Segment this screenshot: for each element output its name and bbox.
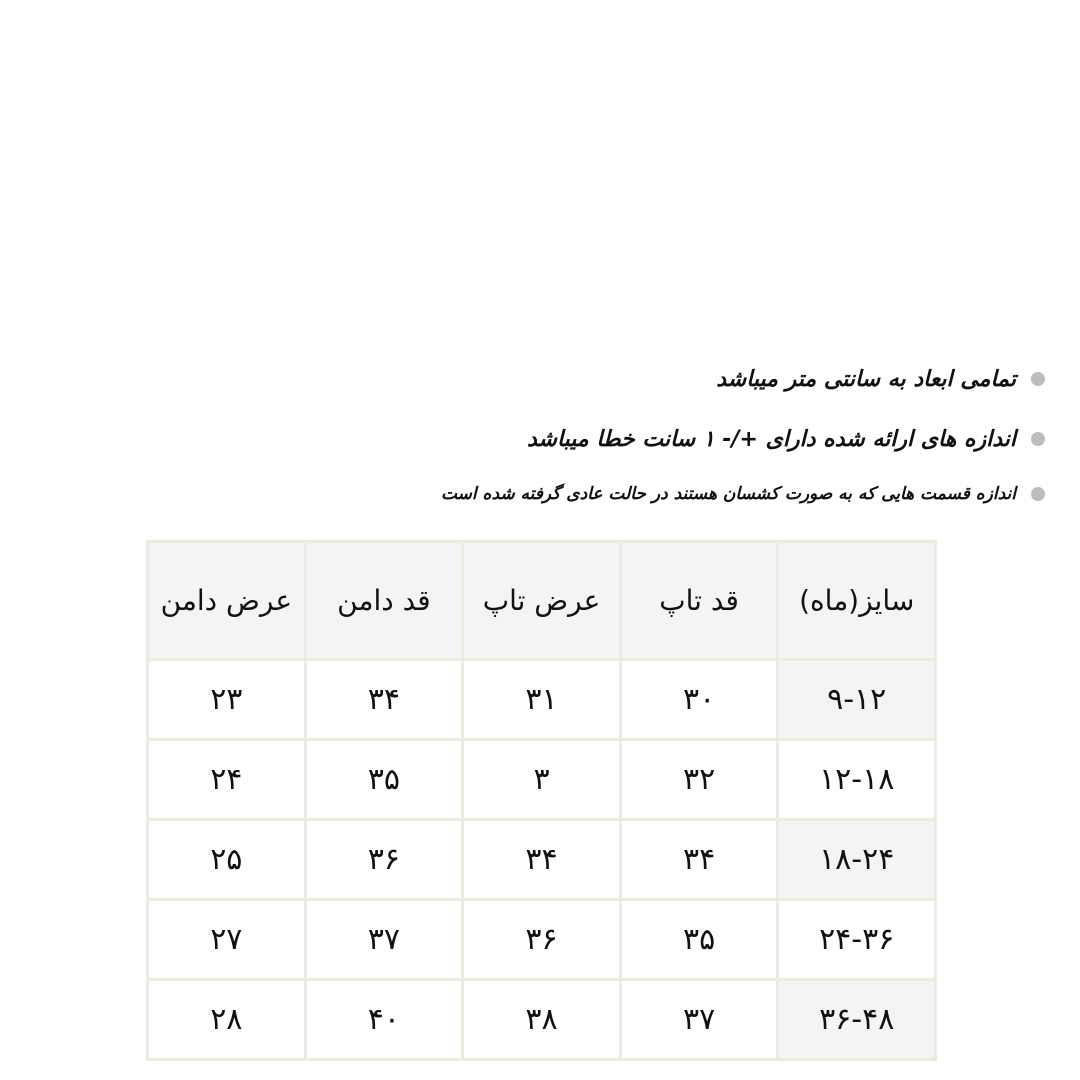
skirt-width-cell: ۲۴ — [148, 740, 306, 820]
notes-list — [420, 355, 1050, 504]
table-row — [148, 980, 936, 1060]
skirt-width-cell: ۲۸ — [148, 980, 306, 1060]
bullet-dot-icon — [1031, 487, 1045, 501]
skirt-width-cell: ۲۳ — [148, 660, 306, 740]
table-row — [148, 900, 936, 980]
bullet-dot-icon — [1031, 432, 1045, 446]
size-cell: ۹-۱۲ — [778, 660, 936, 740]
table-row — [148, 740, 936, 820]
note-text: اندازه های ارائه شده دارای +/- ۱ سانت خطا میباشد — [526, 426, 1016, 452]
skirt-length-cell: ۴۰ — [305, 980, 463, 1060]
note-item — [420, 355, 1050, 403]
top-width-cell: ۳ — [463, 740, 621, 820]
note-item — [420, 415, 1050, 463]
skirt-width-cell: ۲۷ — [148, 900, 306, 980]
size-cell: ۱۲-۱۸ — [778, 740, 936, 820]
top-length-cell: ۳۵ — [620, 900, 778, 980]
size-cell: ۳۶-۴۸ — [778, 980, 936, 1060]
header-top-width: عرض تاپ — [463, 542, 621, 660]
header-size: سایز(ماه) — [778, 542, 936, 660]
skirt-length-cell: ۳۵ — [305, 740, 463, 820]
note-text: تمامی ابعاد به سانتی متر میباشد — [716, 366, 1016, 392]
skirt-length-cell: ۳۷ — [305, 900, 463, 980]
table-header-row — [148, 542, 936, 660]
table-row — [148, 660, 936, 740]
table-row — [148, 820, 936, 900]
header-top-length: قد تاپ — [620, 542, 778, 660]
skirt-width-cell: ۲۵ — [148, 820, 306, 900]
top-width-cell: ۳۴ — [463, 820, 621, 900]
top-width-cell: ۳۱ — [463, 660, 621, 740]
top-length-cell: ۳۰ — [620, 660, 778, 740]
top-length-cell: ۳۷ — [620, 980, 778, 1060]
header-skirt-length: قد دامن — [305, 542, 463, 660]
size-cell: ۲۴-۳۶ — [778, 900, 936, 980]
size-cell: ۱۸-۲۴ — [778, 820, 936, 900]
top-width-cell: ۳۶ — [463, 900, 621, 980]
header-skirt-width: عرض دامن — [148, 542, 306, 660]
size-table — [146, 540, 937, 1061]
size-table-container — [146, 540, 937, 1042]
top-length-cell: ۳۴ — [620, 820, 778, 900]
bullet-dot-icon — [1031, 372, 1045, 386]
skirt-length-cell: ۳۴ — [305, 660, 463, 740]
note-item — [420, 470, 1050, 518]
top-width-cell: ۳۸ — [463, 980, 621, 1060]
skirt-length-cell: ۳۶ — [305, 820, 463, 900]
top-length-cell: ۳۲ — [620, 740, 778, 820]
note-text: اندازه قسمت هایی که به صورت کشسان هستند در حالت عادی گرفته شده است — [440, 484, 1016, 504]
